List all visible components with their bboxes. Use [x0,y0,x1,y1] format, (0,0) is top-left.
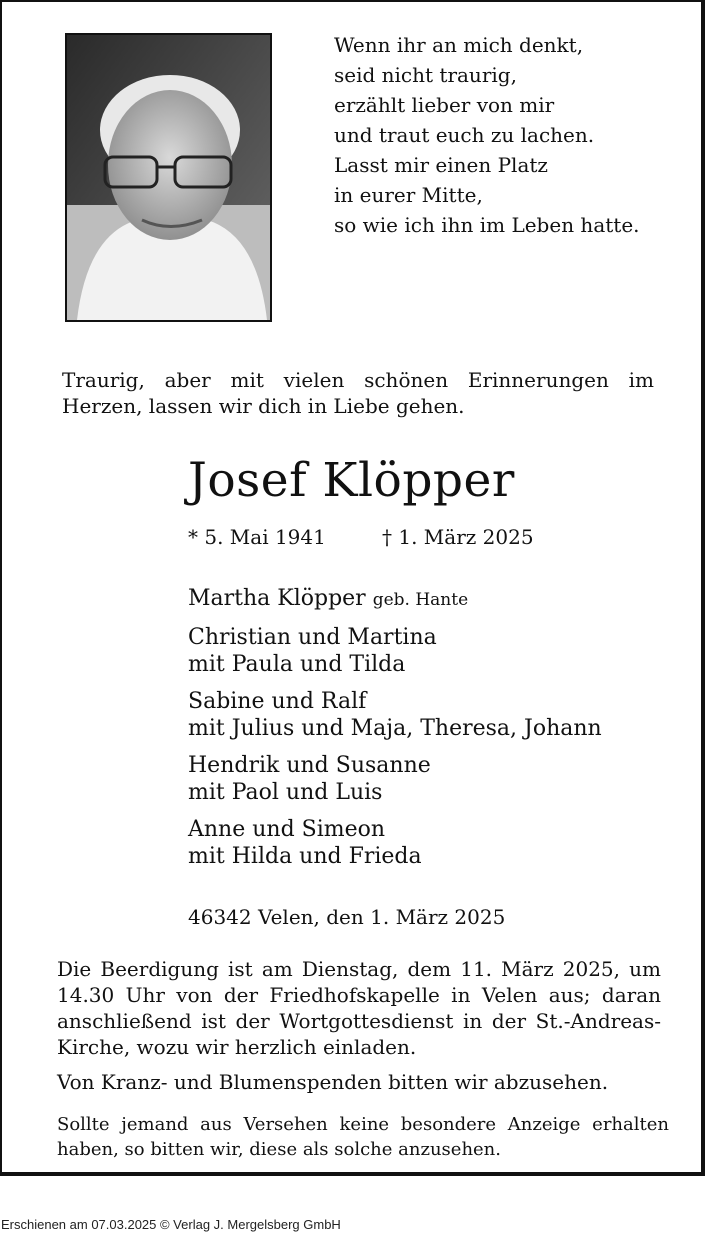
family-group-line: mit Julius und Maja, Theresa, Johann [188,716,602,741]
family-group-line: mit Hilda und Frieda [188,844,422,869]
poem-line: seid nicht traurig, [334,63,517,87]
family-group [188,688,688,742]
deceased-name: Josef Klöpper [188,453,515,508]
life-dates [188,524,534,550]
wreath-note: Von Kranz- und Blumenspenden bitten wir abzusehen. [57,1070,609,1094]
poem-line: erzählt lieber von mir [334,93,555,117]
intro-text: Traurig, aber mit vielen schönen Erinnerungen im Herzen, lassen wir dich in Liebe gehen. [62,368,654,418]
family-group [188,752,688,806]
family-group-line: Christian und Martina [188,625,437,650]
family-group-line: Hendrik und Susanne [188,753,431,778]
spouse [188,585,688,614]
birth-date: * 5. Mai 1941 [188,525,326,549]
poem-line: und traut euch zu lachen. [334,123,595,147]
funeral-info: Die Beerdigung ist am Dienstag, dem 11. März 2025, um 14.30 Uhr von der Friedhofskapelle in Velen aus; daran anschließend ist der Wortgottesdienst in der St.-Andreas-Kirche, wozu wir herzlich einladen. [57,957,661,1059]
poem-line: Lasst mir einen Platz [334,153,548,177]
poem-line: so wie ich ihn im Leben hatte. [334,213,640,237]
family-group-line: mit Paol und Luis [188,780,383,805]
family-group [188,816,688,870]
portrait-photo [65,33,272,322]
death-date: † 1. März 2025 [382,525,534,549]
spouse-maiden-name: geb. Hante [372,590,469,610]
spouse-name: Martha Klöpper [188,586,366,611]
portrait-image [67,35,270,320]
poem-line: Wenn ihr an mich denkt, [334,33,584,57]
family-group [188,624,688,678]
notification-note: Sollte jemand aus Versehen keine besondere Anzeige erhalten haben, so bitten wir, diese als solche anzusehen. [57,1114,669,1160]
family-group-line: Sabine und Ralf [188,689,367,714]
poem [334,30,640,240]
mourners-list [188,585,688,880]
family-group-line: Anne und Simeon [188,817,386,842]
poem-line: in eurer Mitte, [334,183,483,207]
family-group-line: mit Paula und Tilda [188,652,406,677]
place-date: 46342 Velen, den 1. März 2025 [188,905,506,929]
publication-footer: Erschienen am 07.03.2025 © Verlag J. Mergelsberg GmbH [1,1217,341,1232]
